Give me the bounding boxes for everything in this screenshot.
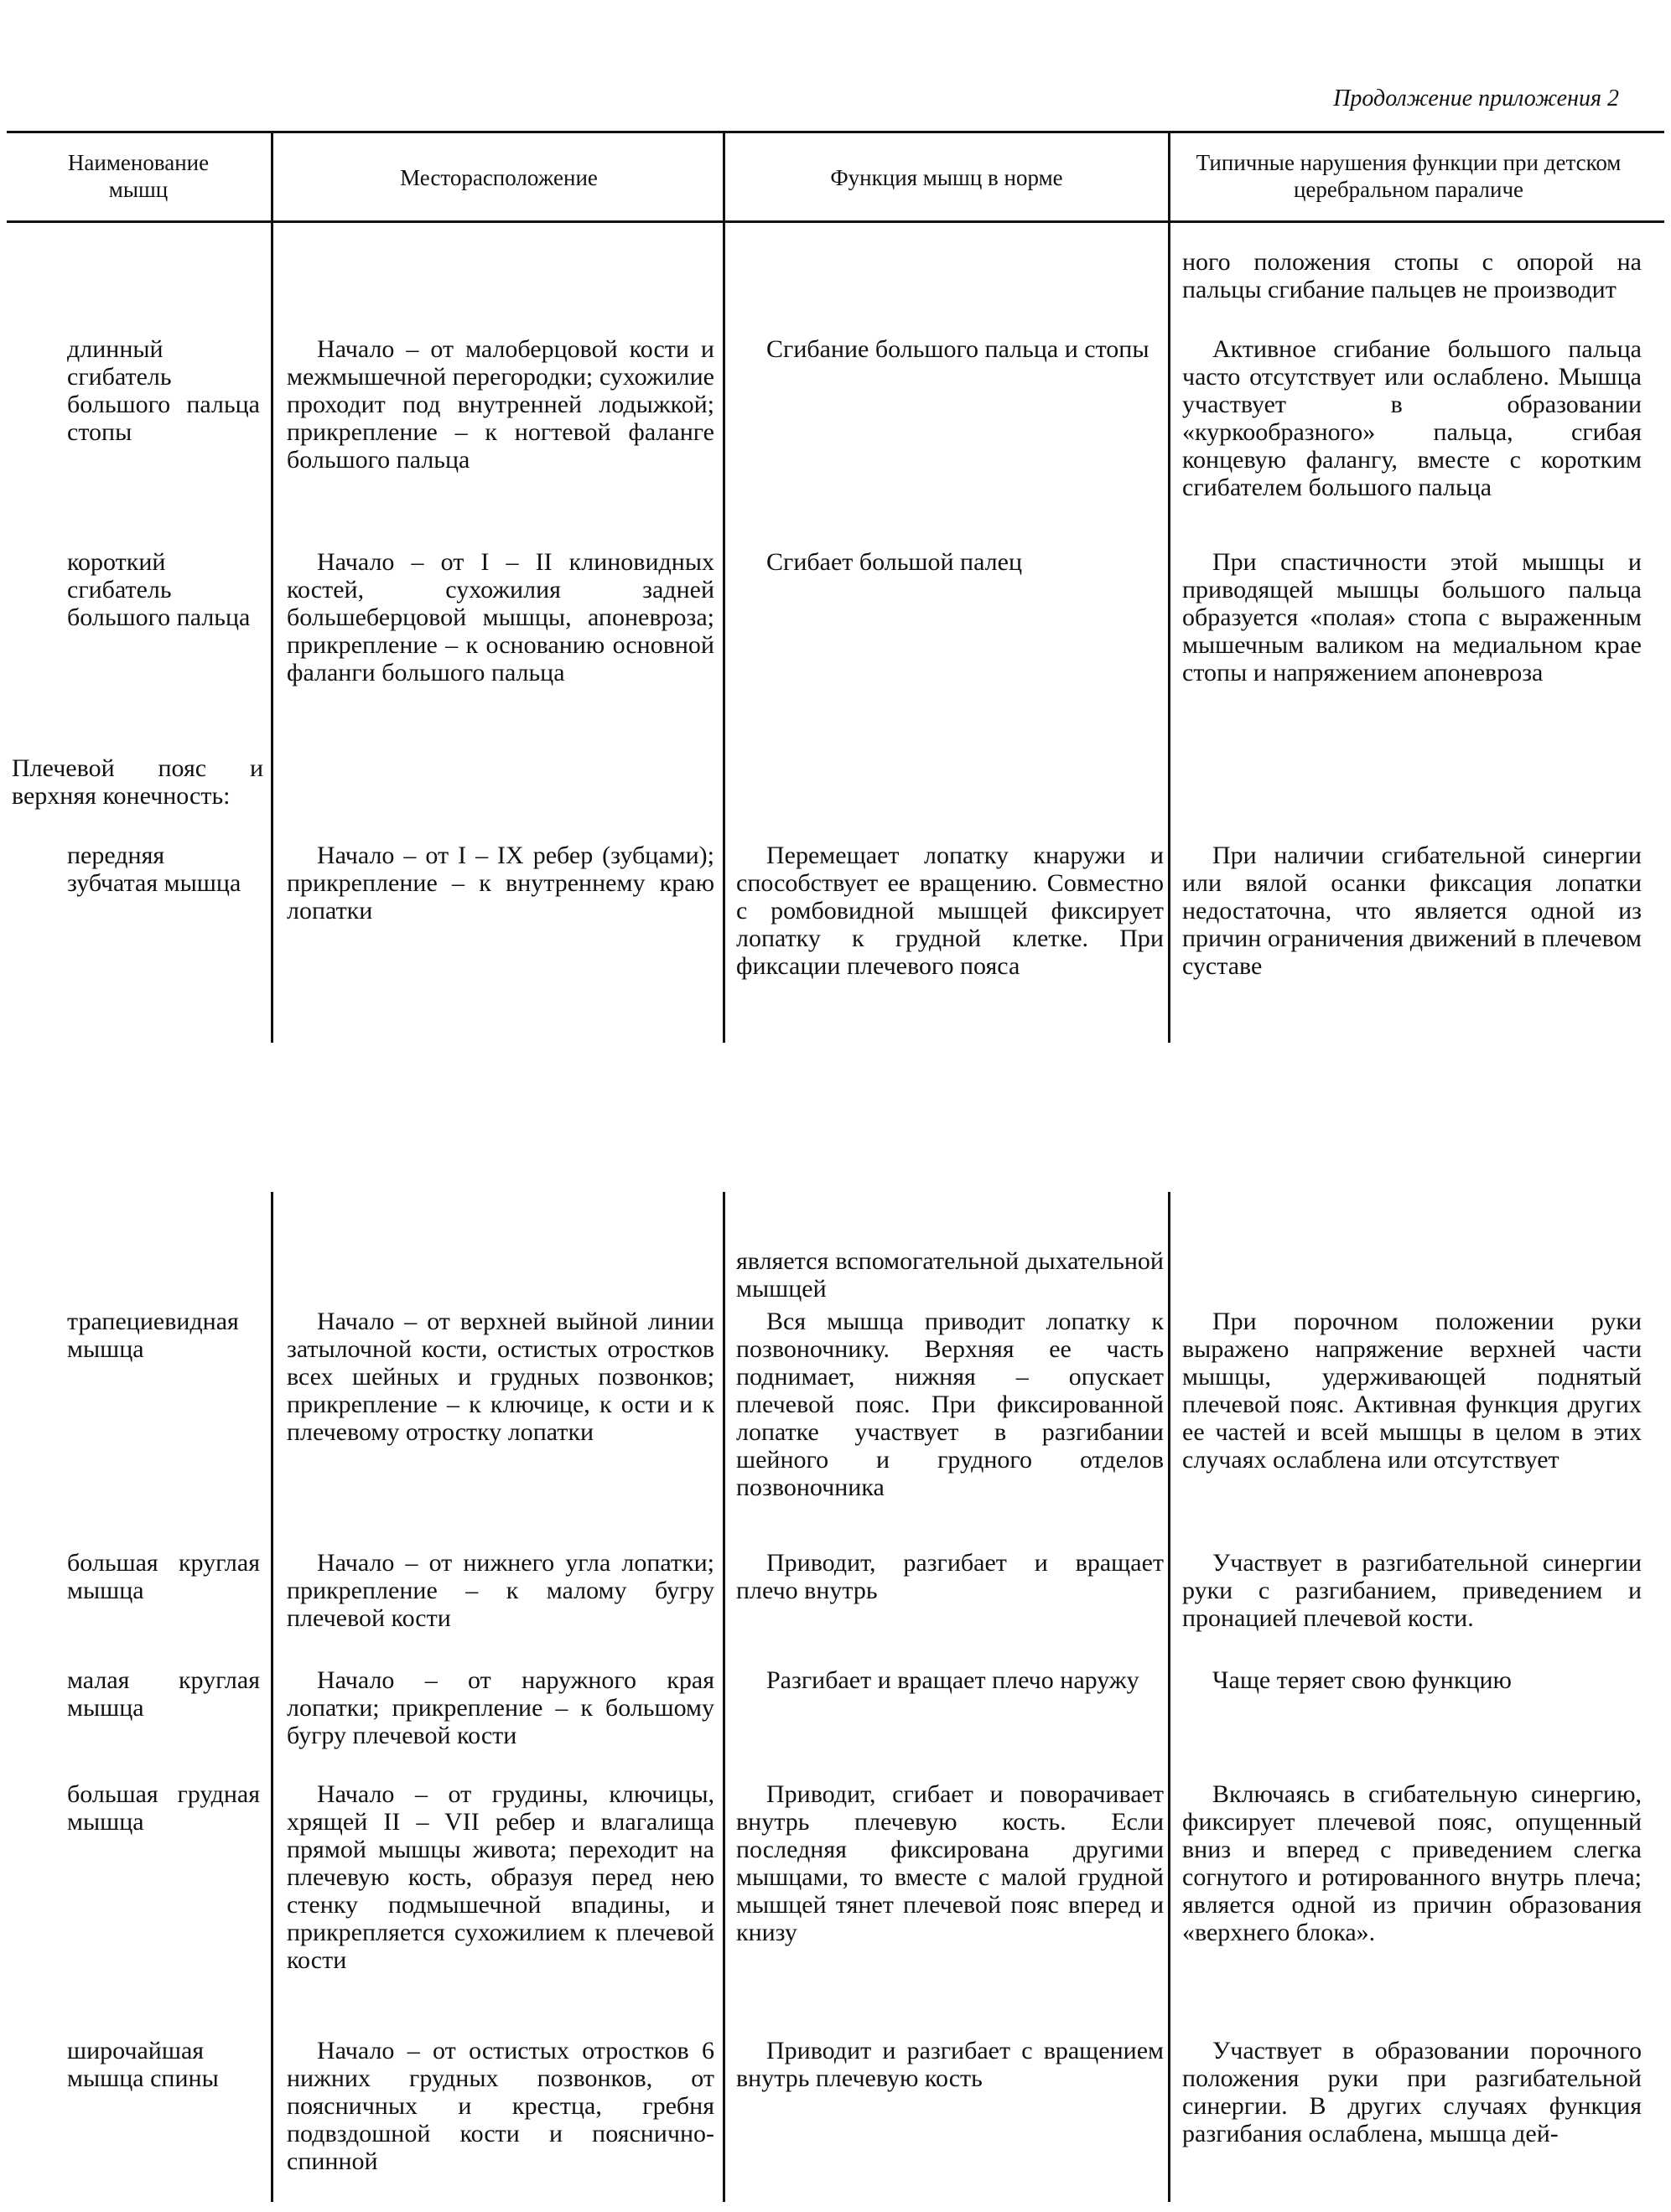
- column-separator-1-part2: [271, 1192, 273, 2202]
- muscle-name: малая круглая мышца: [67, 1666, 260, 1722]
- header-bottom-rule: [7, 220, 1664, 223]
- muscle-disorder: При наличии сгибательной синергии или вялой осанки фиксация лопатки недостаточна, что является одной из причин ограничения движений в плечевом суставе: [1182, 842, 1642, 980]
- muscle-function: Вся мышца приводит лопатку к позвоночнику. Верхняя ее часть поднимает, нижняя – опускает плечевой пояс. При фиксированной лопатке участвует в разгибании шейного и грудного отделов позвоночника: [736, 1308, 1164, 1501]
- muscle-location: Начало – от наружного края лопатки; прикрепление – к большому бугру плечевой кости: [287, 1666, 714, 1749]
- muscle-function: Разгибает и вращает плечо наружу: [766, 1666, 1139, 1694]
- header-location: Месторасположение: [400, 165, 598, 190]
- column-separator-1-part1: [271, 223, 273, 1043]
- carryover-disorder-text: ного положения стопы с опорой на пальцы сгибание пальцев не производит: [1182, 248, 1642, 303]
- muscle-function: Перемещает лопатку кнаружи и способствует ее вращению. Совместно с ромбовидной мышцей фиксирует лопатку к грудной клетке. При фиксации плечевого пояса: [736, 842, 1164, 980]
- muscle-location: Начало – от I – IX ребер (зубцами); прикрепление – к внутреннему краю лопатки: [287, 842, 714, 925]
- muscle-name: трапециевидная мышца: [67, 1308, 239, 1363]
- muscle-disorder: При порочном положении руки выражено напряжение верхней части мышцы, удерживающей поднятый плечевой пояс. Активная функция других ее частей и всей мышцы в целом в этих случаях ослаблена или отсутствует: [1182, 1308, 1642, 1474]
- column-separator-3-part1: [1168, 223, 1170, 1043]
- muscle-function: Приводит и разгибает с вращением внутрь плечевую кость: [736, 2037, 1164, 2092]
- muscle-name: передняя зубчатая мышца: [67, 842, 241, 897]
- muscle-name: большая грудная мышца: [67, 1780, 260, 1836]
- muscle-group-label: Плечевой пояс и верхняя конечность:: [12, 754, 263, 810]
- header-separator-1: [271, 131, 273, 223]
- page-heading: Продолжение приложения 2: [1333, 85, 1619, 111]
- muscle-location: Начало – от нижнего угла лопатки; прикрепление – к малому бугру плечевой кости: [287, 1549, 714, 1632]
- column-separator-2-part2: [723, 1192, 725, 2202]
- muscle-location: Начало – от I – II клиновидных костей, сухожилия задней большеберцовой мышцы, апоневроза; прикрепление – к основанию основной фаланги большого пальца: [287, 548, 714, 686]
- muscle-disorder: Включаясь в сгибательную синергию, фиксирует плечевой пояс, опущенный вниз и вперед с приведением слегка согнутого и ротированного внутрь плеча; является одной из причин образования «верхнего блока».: [1182, 1780, 1642, 1946]
- muscle-function: Сгибание большого пальца и стопы: [766, 335, 1149, 363]
- muscle-name: широчайшая мышца спины: [67, 2037, 219, 2092]
- muscle-disorder: Чаще теряет свою функцию: [1212, 1666, 1512, 1694]
- carryover-function-text: является вспомогательной дыхательной мышцей: [736, 1247, 1164, 1303]
- muscle-disorder: Активное сгибание большого пальца часто отсутствует или ослаблено. Мышца участвует в образовании «куркообразного» пальца, сгибая концевую фалангу, вместе с коротким сгибателем большого пальца: [1182, 335, 1642, 501]
- muscle-disorder: Участвует в разгибательной синергии руки с разгибанием, приведением и пронацией плечевой кости.: [1182, 1549, 1642, 1632]
- muscle-disorder: При спастичности этой мышцы и приводящей мышцы большого пальца образуется «полая» стопа с выраженным мышечным валиком на медиальном крае стопы и напряжением апоневроза: [1182, 548, 1642, 686]
- header-separator-3: [1168, 131, 1170, 223]
- muscle-location: Начало – от грудины, ключицы, хрящей II – VII ребер и влагалища прямой мышцы живота; переходит на плечевую кость, образуя перед нею стенку подмышечной впадины, и прикрепляется сухожилием к плечевой кости: [287, 1780, 714, 1974]
- header-name: Наименование мышц: [67, 150, 210, 202]
- header-separator-2: [723, 131, 725, 223]
- muscle-location: Начало – от верхней выйной линии затылочной кости, остистых отростков всех шейных и грудных позвонков; прикрепление – к ключице, к ости и к плечевому отростку лопатки: [287, 1308, 714, 1446]
- muscle-function: Приводит, разгибает и вращает плечо внутрь: [736, 1549, 1164, 1604]
- muscle-name: длинный сгибатель большого пальца стопы: [67, 335, 260, 446]
- muscle-function: Приводит, сгибает и поворачивает внутрь плечевую кость. Если последняя фиксирована другими мышцами, то вместе с малой грудной мышцей тянет плечевой пояс вперед и книзу: [736, 1780, 1164, 1946]
- muscle-name: большая круглая мышца: [67, 1549, 260, 1604]
- column-separator-3-part2: [1168, 1192, 1170, 2202]
- muscle-function: Сгибает большой палец: [766, 548, 1023, 576]
- header-function: Функция мышц в норме: [830, 165, 1063, 190]
- header-top-rule: [7, 131, 1664, 133]
- column-separator-2-part1: [723, 223, 725, 1043]
- muscle-location: Начало – от остистых отростков 6 нижних грудных позвонков, от поясничных и крестца, гребня подвздошной кости и пояснично-спинной: [287, 2037, 714, 2175]
- header-disorders: Типичные нарушения функции при детском церебральном параличе: [1196, 150, 1622, 202]
- muscle-location: Начало – от малоберцовой кости и межмышечной перегородки; сухожилие проходит под внутренней лодыжкой; прикрепление – к ногтевой фаланге большого пальца: [287, 335, 714, 474]
- muscle-name: короткий сгибатель большого пальца: [67, 548, 251, 631]
- muscle-disorder: Участвует в образовании порочного положения руки при разгибательной синергии. В других случаях функция разгибания ослаблена, мышца дей-: [1182, 2037, 1642, 2147]
